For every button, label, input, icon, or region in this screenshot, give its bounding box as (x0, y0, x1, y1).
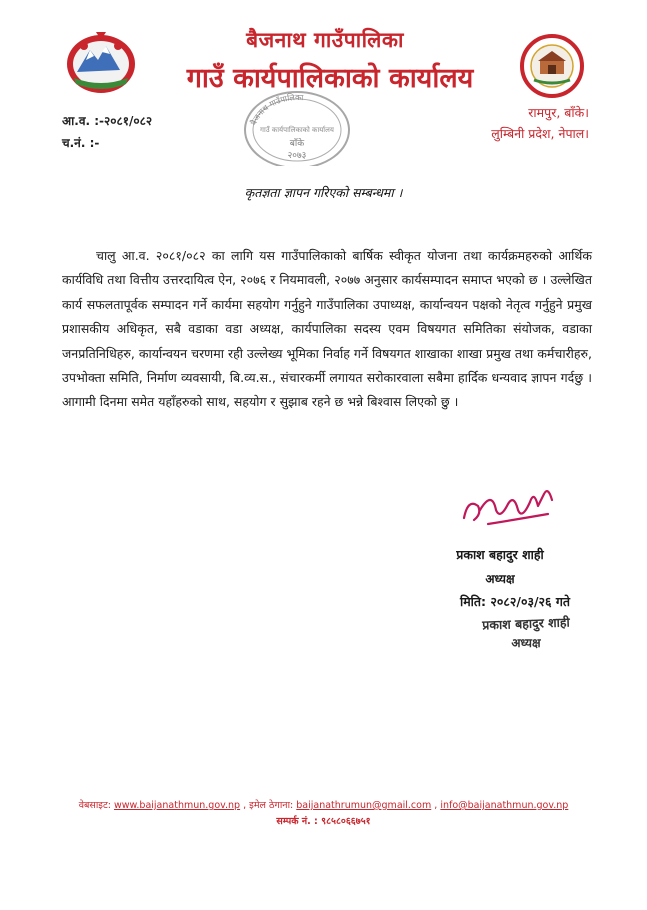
address-line-1: रामपुर, बाँके। (528, 105, 589, 120)
website-link[interactable]: www.baijanathmun.gov.np (113, 800, 241, 811)
seal-text-line2: गाउँ कार्यपालिकाको कार्यालय (260, 126, 334, 134)
svg-text:बैजनाथ गाउँपालिका (248, 92, 304, 127)
footer-contact-line (0, 798, 647, 811)
municipality-name: बैजनाथ गाउँपालिका (246, 28, 404, 52)
office-name: गाउँ कार्यपालिकाको कार्यालय (186, 63, 474, 94)
municipality-logo-icon (520, 34, 584, 98)
website-label: वेबसाइट: (78, 800, 111, 811)
address-line-2: लुम्बिनी प्रदेश, नेपाल। (491, 126, 589, 141)
seal-place: बाँके (289, 139, 305, 149)
footer-phone-line (0, 814, 647, 827)
signatory-title: अध्यक्ष (485, 572, 515, 586)
phone-label: सम्पर्क नं. : (276, 816, 318, 827)
phone-number: ९८५८०६६७५१ (321, 816, 371, 827)
email-link-1[interactable]: baijanathrumun@gmail.com (296, 800, 432, 811)
dispatch-number: च.नं. :- (62, 136, 100, 150)
nepal-emblem-icon (62, 26, 140, 96)
handwritten-signature (458, 480, 558, 530)
seal-year: २०७३ (287, 151, 307, 161)
letter-body: चालु आ.व. २०८१/०८२ का लागि यस गाउँपालिकाको बार्षिक स्वीकृत योजना तथा कार्यक्रमहरुको आर्थिक कार्यविधि तथा वित्तीय उत्तरदायित्व ऐन, २०७६ र नियमावली, २०७७ अनुसार कार्यसम्पादन समाप्त भएको छ । उल्लेखित कार्य सफलतापूर्वक सम्पादन गर्ने कार्यमा सहयोग गर्नुहुने गाउँपालिका उपाध्यक्ष, कार्यान्वयन पक्षको नेतृत्व गर्नुहुने प्रमुख प्रशासकीय अधिकृत, सबै वडाका वडा अध्यक्ष, कार्यपालिका सदस्य एवम विषयगत समितिका संयोजक, वडाका जनप्रतिनिधिहरु, कार्यान्वयन चरणमा रही उल्लेख्य भूमिका निर्वाह गर्ने विषयगत शाखाका शाखा प्रमुख तथा कर्मचारीहरु, उपभोक्ता समिति, निर्माण व्यवसायी, बि.व्य.स., संचारकर्मी लगायत सरोकारवाला सबैमा हार्दिक धन्यवाद ज्ञापन गर्दछु । आगामी दिनमा समेत यहाँहरुको साथ, सहयोग र सुझाब रहने छ भन्ने बिश्वास लिएको छु । (62, 248, 592, 410)
signatory-name: प्रकाश बहादुर शाही (456, 547, 544, 562)
letter-subject: कृतज्ञता ज्ञापन गरिएको सम्बन्धमा । (244, 185, 403, 200)
title-stamp: अध्यक्ष (511, 636, 541, 650)
office-seal-stamp (232, 86, 362, 166)
letter-date: मिति: २०८२/०३/२६ गते (459, 594, 571, 609)
email-link-2[interactable]: info@baijanathmun.gov.np (440, 800, 569, 811)
email-separator: , (434, 800, 438, 811)
email-label: , इमेल ठेगाना: (243, 800, 294, 811)
name-stamp: प्रकाश बहादुर शाही (481, 614, 571, 633)
fiscal-year-reference: आ.व. :-२०८१/०८२ (62, 114, 153, 128)
seal-text-line1: बैजनाथ गाउँपालिका (248, 92, 304, 127)
